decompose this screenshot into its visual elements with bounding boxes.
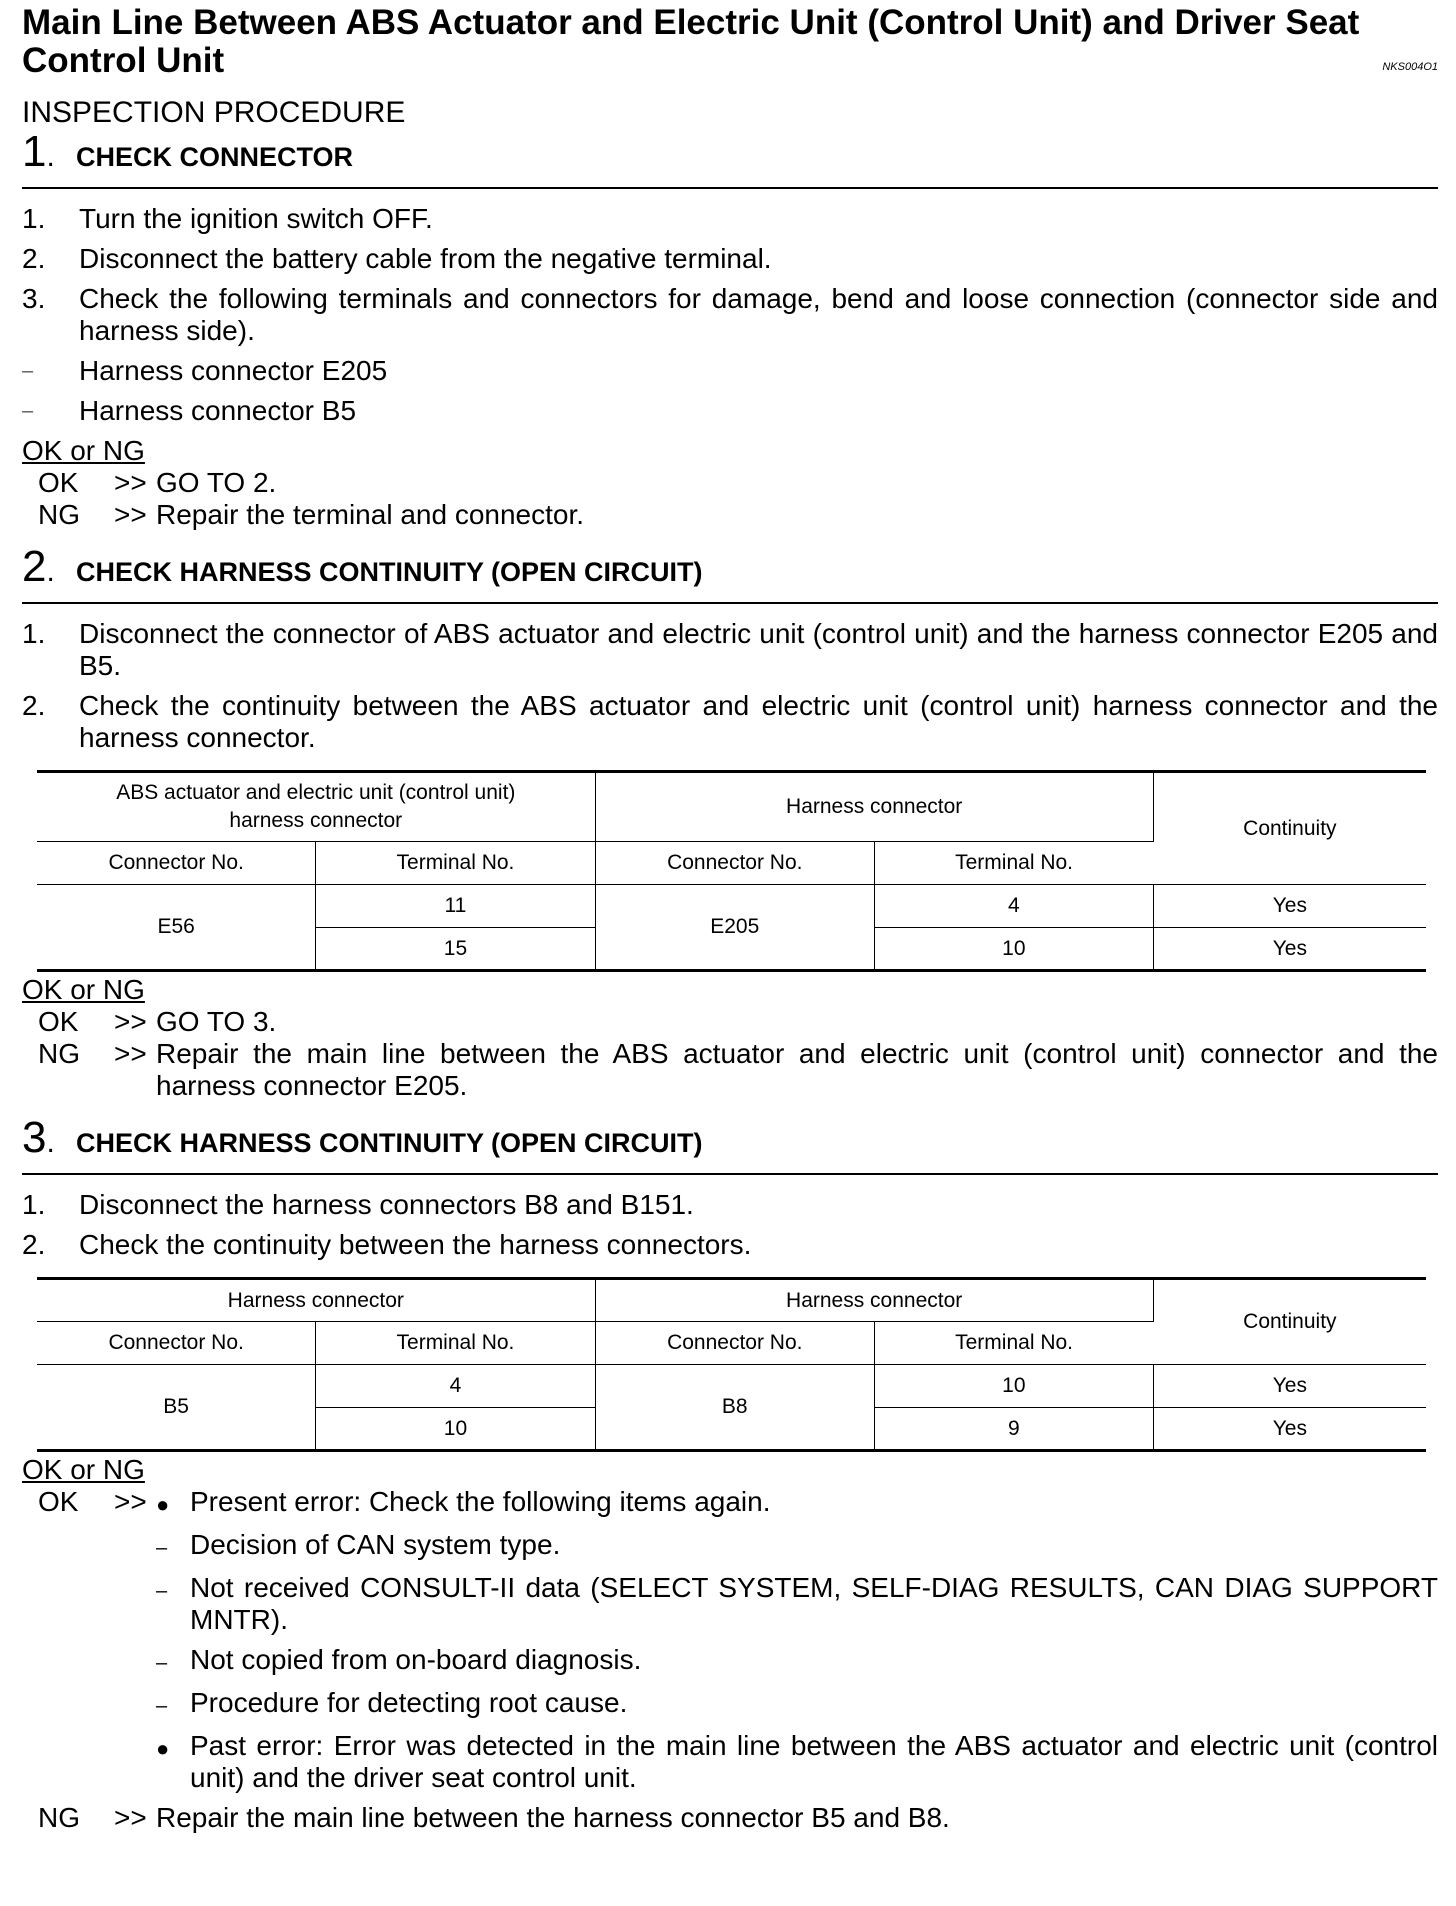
ok-bullet-list xyxy=(156,1486,1438,1802)
table-header: Terminal No. xyxy=(316,1322,595,1365)
table-cell: B5 xyxy=(37,1365,316,1451)
list-item: 2. Check the continuity between the ABS actuator and electric unit (control unit) harness connector and the harness connector. xyxy=(22,690,1438,753)
list-item: – Harness connector B5 xyxy=(22,395,357,426)
result-ok: OK >> ● Present error: Check the following items again. – Decision of CAN system type. – Not received CONSULT-II data (SELECT SYSTEM, SELF-DIAG RESULTS, CAN DIAG SUPPORT MNTR). – Not copied from on-board diagnosis. – Procedure for detecting root cause. ● Past error: Error was detected in the main line between the ABS actuator and electric unit (control unit) and the driver seat control unit. xyxy=(22,1486,1438,1802)
result-ng: NG >> Repair the main line between the ABS actuator and electric unit (control unit) connector and the harness connector E205. xyxy=(38,1038,1438,1101)
table-header: Terminal No. xyxy=(316,842,595,885)
ok-or-ng-label: OK or NG xyxy=(22,1454,145,1485)
step-title: CHECK CONNECTOR xyxy=(76,142,354,172)
table-cell: Yes xyxy=(1153,1408,1426,1451)
list-item: 2. Check the continuity between the harness connectors. xyxy=(22,1229,752,1260)
procedure-label: INSPECTION PROCEDURE xyxy=(22,96,406,129)
table-cell: E56 xyxy=(37,885,316,971)
table-row xyxy=(37,1279,1426,1322)
table-cell: Yes xyxy=(1153,928,1426,971)
table-header: Continuity xyxy=(1153,1279,1426,1365)
table-cell: 15 xyxy=(316,928,595,971)
table-row xyxy=(37,885,1426,928)
step-title: CHECK HARNESS CONTINUITY (OPEN CIRCUIT) xyxy=(76,557,703,587)
table-cell: Yes xyxy=(1153,885,1426,928)
ok-or-ng-label: OK or NG xyxy=(22,435,145,466)
table-cell: 10 xyxy=(874,1365,1153,1408)
table-cell: 9 xyxy=(874,1408,1153,1451)
page-title: Main Line Between ABS Actuator and Electric Unit (Control Unit) and Driver Seat Control Unit xyxy=(22,3,1360,80)
step-3 xyxy=(22,1113,1438,1834)
list-item: – Harness connector E205 xyxy=(22,355,388,386)
result-ok: OK >> GO TO 3. xyxy=(38,1006,277,1037)
table-cell: 4 xyxy=(874,885,1153,928)
step-2 xyxy=(22,542,1438,1102)
step-instructions xyxy=(22,618,1438,754)
table-header: Harness connector xyxy=(595,1279,1153,1322)
table-cell: 10 xyxy=(874,928,1153,971)
list-item: ● Past error: Error was detected in the main line between the ABS actuator and electric unit (control unit) and the driver seat control unit. xyxy=(156,1730,1438,1793)
step-header xyxy=(22,1113,1438,1175)
continuity-table xyxy=(37,770,1426,972)
table-header: Continuity xyxy=(1153,772,1426,885)
continuity-table xyxy=(37,1277,1426,1452)
table-header: Connector No. xyxy=(37,842,316,885)
table-row xyxy=(37,772,1426,842)
list-item: – Not copied from on-board diagnosis. xyxy=(156,1644,642,1675)
table-header: Connector No. xyxy=(595,842,874,885)
result-ng: NG >> Repair the terminal and connector. xyxy=(38,499,585,530)
step-1 xyxy=(22,127,1438,531)
table-cell: 11 xyxy=(316,885,595,928)
document-page xyxy=(22,0,1438,1834)
table-cell: 10 xyxy=(316,1408,595,1451)
ok-or-ng-label: OK or NG xyxy=(22,974,145,1005)
step-instructions xyxy=(22,1189,1438,1261)
result-ng: NG >> Repair the main line between the harness connector B5 and B8. xyxy=(38,1802,950,1833)
table-cell: 4 xyxy=(316,1365,595,1408)
table-header: Connector No. xyxy=(37,1322,316,1365)
list-item: 2. Disconnect the battery cable from the negative terminal. xyxy=(22,243,772,274)
list-item: 3. Check the following terminals and connectors for damage, bend and loose connection (connector side and harness side). xyxy=(22,283,1438,346)
step-instructions xyxy=(22,203,1438,427)
list-item: – Decision of CAN system type. xyxy=(156,1529,561,1560)
list-item: 1. Disconnect the harness connectors B8 and B151. xyxy=(22,1189,694,1220)
step-header xyxy=(22,542,1438,604)
table-header: Harness connector xyxy=(595,772,1153,842)
list-item: ● Present error: Check the following items again. xyxy=(156,1486,771,1517)
step-number: 1 . xyxy=(22,130,62,179)
table-cell: E205 xyxy=(595,885,874,971)
list-item: 1. Turn the ignition switch OFF. xyxy=(22,203,433,234)
result-ok: OK >> GO TO 2. xyxy=(38,467,277,498)
table-cell: Yes xyxy=(1153,1365,1426,1408)
table-header: ABS actuator and electric unit (control unit) harness connector xyxy=(37,772,595,842)
table-header: Terminal No. xyxy=(874,1322,1153,1365)
table-header: Harness connector xyxy=(37,1279,595,1322)
table-header: Connector No. xyxy=(595,1322,874,1365)
step-number: 2 . xyxy=(22,545,62,594)
list-item: – Procedure for detecting root cause. xyxy=(156,1687,628,1718)
step-number: 3 . xyxy=(22,1116,62,1165)
doc-id: NKS004O1 xyxy=(1382,61,1438,73)
table-cell: B8 xyxy=(595,1365,874,1451)
step-header xyxy=(22,127,1438,189)
list-item: – Not received CONSULT-II data (SELECT SYSTEM, SELF-DIAG RESULTS, CAN DIAG SUPPORT MNTR). xyxy=(156,1572,1438,1635)
list-item: 1. Disconnect the connector of ABS actuator and electric unit (control unit) and the harness connector E205 and B5. xyxy=(22,618,1438,681)
table-header: Terminal No. xyxy=(874,842,1153,885)
step-title: CHECK HARNESS CONTINUITY (OPEN CIRCUIT) xyxy=(76,1128,703,1158)
table-row xyxy=(37,1365,1426,1408)
